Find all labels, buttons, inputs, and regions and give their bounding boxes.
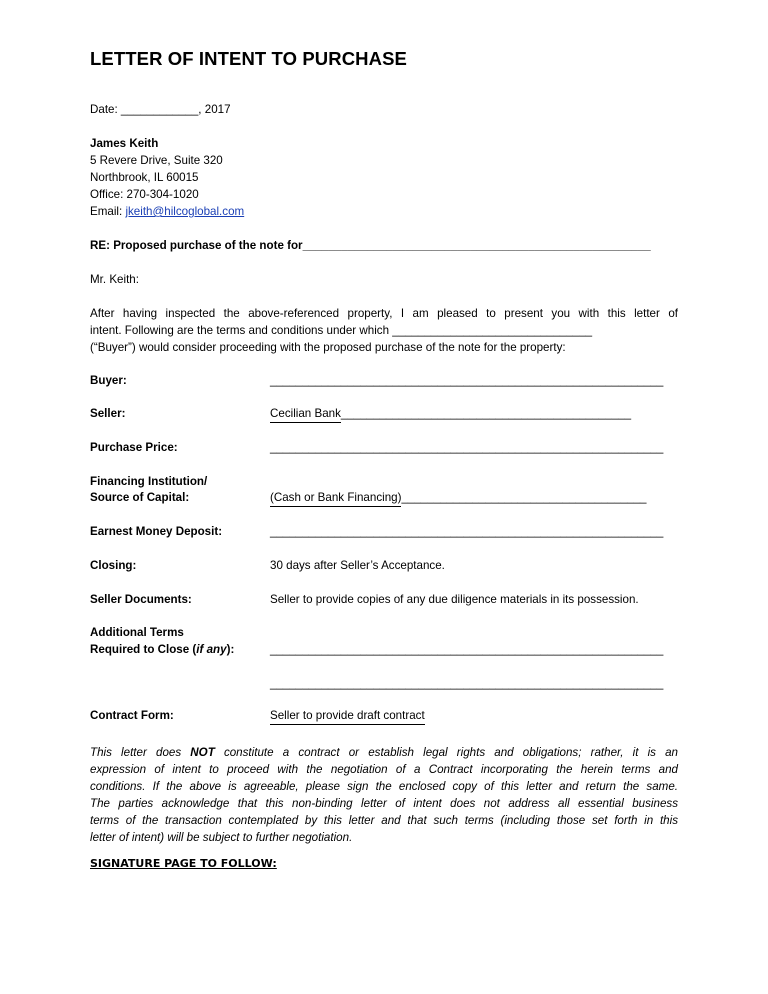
contract-form-text: Seller to provide draft contract bbox=[270, 707, 425, 725]
purchase-price-label: Purchase Price: bbox=[90, 441, 178, 454]
disclaimer-line-5: terms of the transaction contemplated by this letter and that such terms (including those set forth in this bbox=[90, 814, 678, 827]
email-label: Email: bbox=[90, 205, 126, 218]
sender-email-line bbox=[90, 203, 244, 220]
disclaimer-line-6: letter of intent) will be subject to further negotiation. bbox=[90, 831, 353, 844]
sender-office-phone: Office: 270-304-1020 bbox=[90, 188, 199, 201]
sender-address-1: 5 Revere Drive, Suite 320 bbox=[90, 154, 223, 167]
earnest-deposit-value: _____________________________________________________________ bbox=[270, 525, 664, 538]
earnest-deposit-label: Earnest Money Deposit: bbox=[90, 525, 223, 538]
additional-terms-value-1: _____________________________________________________________ bbox=[270, 643, 664, 656]
seller-value bbox=[270, 405, 631, 423]
contract-form-label: Contract Form: bbox=[90, 709, 174, 722]
financing-label-1: Financing Institution/ bbox=[90, 475, 208, 488]
buyer-label: Buyer: bbox=[90, 374, 127, 387]
seller-label: Seller: bbox=[90, 407, 126, 420]
seller-documents-value: Seller to provide copies of any due diligence materials in its possession. bbox=[270, 593, 639, 606]
additional-terms-value-2: _____________________________________________________________ bbox=[270, 677, 664, 690]
intro-line-3: (“Buyer”) would consider proceeding with the proposed purchase of the note for the property: bbox=[90, 341, 566, 354]
seller-blank: _____________________________________________ bbox=[340, 407, 632, 420]
disclaimer-not: NOT bbox=[190, 746, 215, 759]
additional-terms-label-1: Additional Terms bbox=[90, 626, 184, 639]
disclaimer-line-3: conditions. If the above is agreeable, please sign the enclosed copy of this letter and return the same. bbox=[90, 780, 678, 793]
additional-terms-label-2 bbox=[90, 641, 234, 658]
disclaimer-line-2: expression of intent to proceed with the negotiation of a Contract incorporating the herein terms and bbox=[90, 763, 678, 776]
financing-label-2: Source of Capital: bbox=[90, 491, 190, 504]
signature-page-note: SIGNATURE PAGE TO FOLLOW: bbox=[90, 857, 277, 870]
disclaimer-paragraph bbox=[90, 744, 678, 846]
document-title: LETTER OF INTENT TO PURCHASE bbox=[90, 48, 407, 69]
closing-value: 30 days after Seller’s Acceptance. bbox=[270, 559, 445, 572]
seller-documents-label: Seller Documents: bbox=[90, 593, 192, 606]
disclaimer-line-4: The parties acknowledge that this non-binding letter of intent does not address all essential business bbox=[90, 797, 678, 810]
buyer-value: _____________________________________________________________ bbox=[270, 374, 664, 387]
purchase-price-value: _____________________________________________________________ bbox=[270, 441, 664, 454]
intro-line-1: After having inspected the above-referenced property, I am pleased to present you with this letter of bbox=[90, 307, 678, 320]
additional-label-pre: Required to Close ( bbox=[90, 643, 197, 656]
disclaimer-l1-post: constitute a contract or establish legal rights and obligations; rather, it is an bbox=[214, 746, 678, 759]
financing-blank: ______________________________________ bbox=[401, 491, 647, 504]
contract-form-value bbox=[270, 707, 425, 725]
intro-line-2: intent. Following are the terms and conditions under which _______________________________ bbox=[90, 324, 593, 337]
additional-label-post: ): bbox=[226, 643, 235, 656]
sender-name: James Keith bbox=[90, 137, 159, 150]
disclaimer-l1-pre: This letter does bbox=[90, 746, 191, 759]
date-line: Date: ____________, 2017 bbox=[90, 103, 231, 116]
intro-paragraph bbox=[90, 305, 678, 356]
disclaimer-line-1 bbox=[90, 744, 678, 761]
sender-address-2: Northbrook, IL 60015 bbox=[90, 171, 199, 184]
financing-option: (Cash or Bank Financing) bbox=[270, 489, 401, 507]
salutation: Mr. Keith: bbox=[90, 273, 139, 286]
seller-name: Cecilian Bank bbox=[270, 405, 341, 423]
financing-value bbox=[270, 489, 647, 507]
email-link[interactable]: jkeith@hilcoglobal.com bbox=[125, 205, 245, 218]
re-line: RE: Proposed purchase of the note for______________________________________________________ bbox=[90, 239, 651, 252]
closing-label: Closing: bbox=[90, 559, 137, 572]
additional-label-ital: if any bbox=[196, 643, 227, 656]
